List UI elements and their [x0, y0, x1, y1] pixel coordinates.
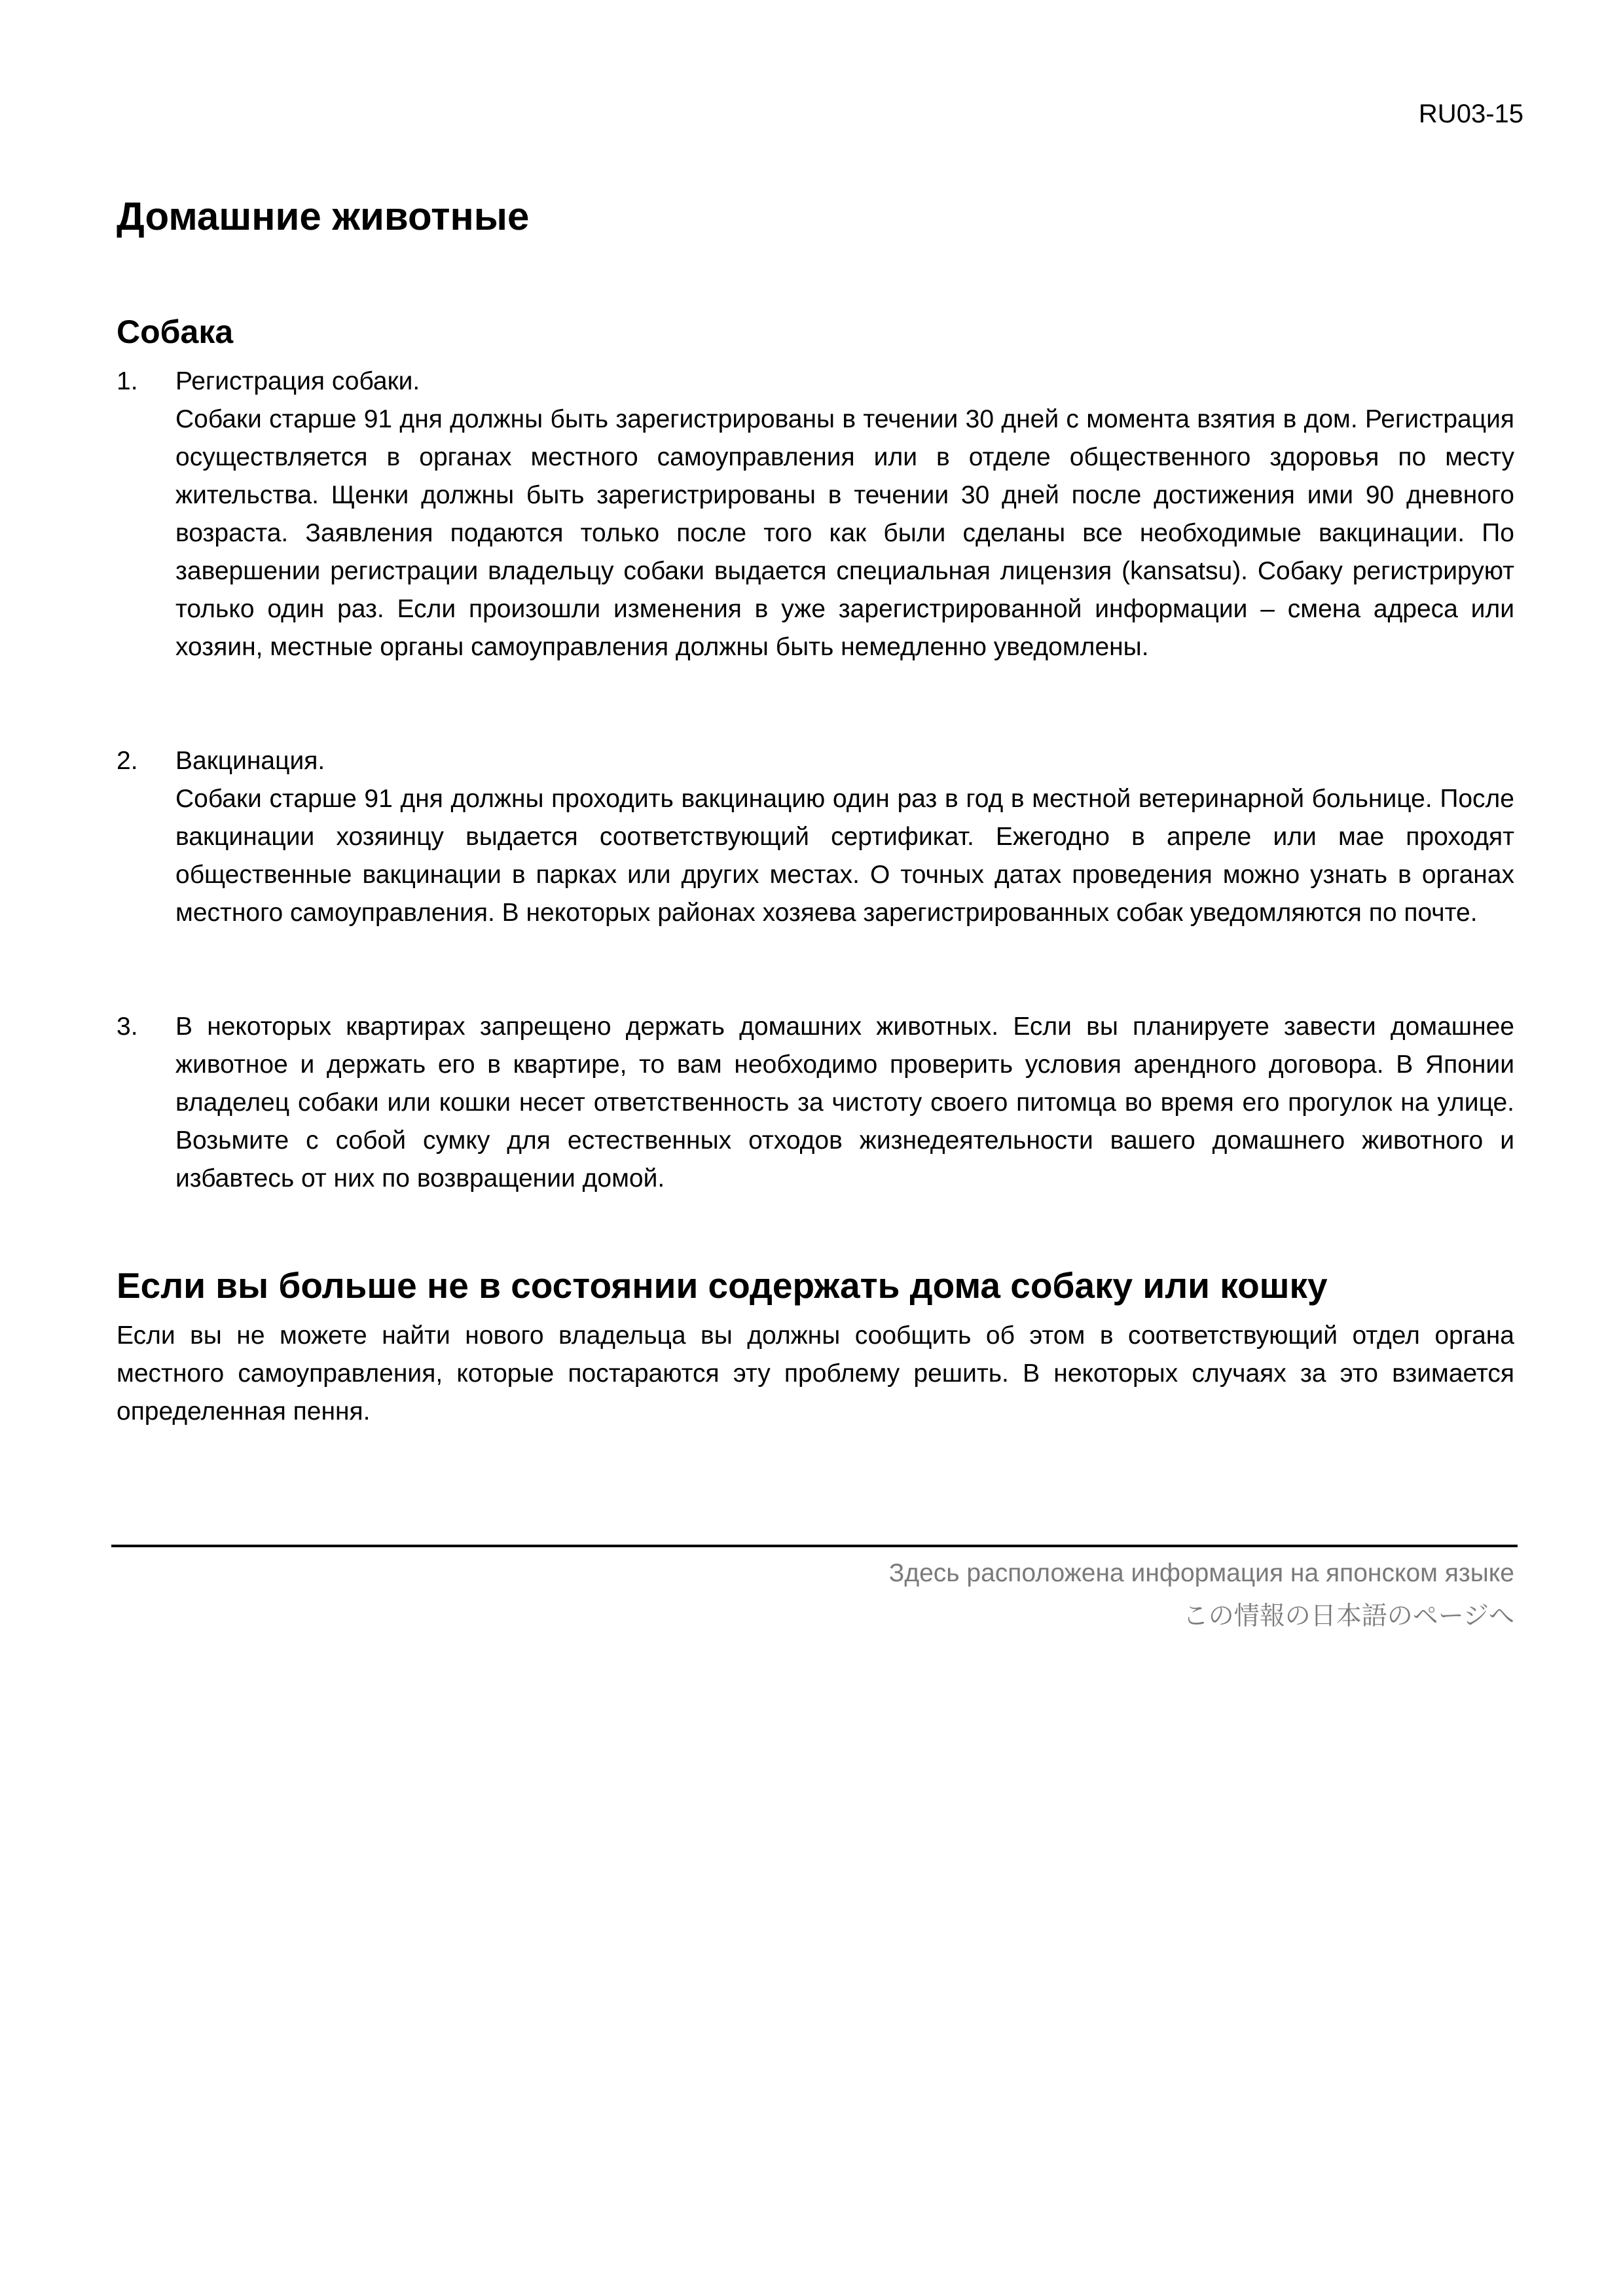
list-item-number: 2.	[117, 747, 138, 775]
japanese-info-link-jp[interactable]: この情報の日本語のページへ	[1182, 1602, 1514, 1631]
list-item	[117, 742, 1514, 932]
list-item-heading: Вакцинация.	[175, 747, 325, 775]
list-item-text: В некоторых квартирах запрещено держать домашних животных. Если вы планируете завести домашнее животное и держать его в квартире, то вам необходимо проверить условия арендного договора. В Японии владелец собаки или кошки несет ответственность за чистоту своего питомца во время его прогулок на улице. Возьмите с собой сумку для естественных отходов жизнедеятельности вашего домашнего животного и избавтесь от них по возвращении домой.	[175, 1013, 1514, 1193]
list-item-text: Собаки старше 91 дня должны быть зарегистрированы в течении 30 дней с момента взятия в дом. Регистрация осуществляется в органах местного самоуправления или в отделе общественного здоровья по месту жительства. Щенки должны быть зарегистрированы в течении 30 дней после достижения ими 90 дневного возраста. Заявления подаются только после того как были сделаны все необходимые вакцинации. По завершении регистрации владельцу собаки выдается специальная лицензия (kansatsu). Собаку регистрируют только один раз. Если произошли изменения в уже зарегистрированной информации – смена адреса или хозяин, местные органы самоуправления должны быть немедленно уведомлены.	[175, 405, 1514, 661]
unable-section-text: Если вы не можете найти нового владельца вы должны сообщить об этом в соответствующий отдел органа местного самоуправления, которые постараются эту проблему решить. В некоторых случаях за это взимается определенная пення.	[117, 1321, 1514, 1426]
dog-section-title: Собака	[117, 314, 234, 350]
list-item	[117, 363, 1514, 666]
unable-section-title: Если вы больше не в состоянии содержать дома собаку или кошку	[117, 1265, 1328, 1306]
list-item-heading: Регистрация собаки.	[175, 367, 420, 395]
dog-list-item-2-wrapper	[117, 742, 1514, 932]
page-title: Домашние животные	[117, 194, 530, 238]
list-item-number: 1.	[117, 367, 138, 395]
dog-list-item-3-wrapper	[117, 1008, 1514, 1198]
footer-divider	[111, 1545, 1518, 1547]
list-item-number: 3.	[117, 1013, 138, 1041]
document-code: RU03-15	[1418, 99, 1523, 128]
japanese-info-link-ru[interactable]: Здесь расположена информация на японском языке	[888, 1559, 1514, 1587]
list-item-text: Собаки старше 91 дня должны проходить вакцинацию один раз в год в местной ветеринарной больнице. После вакцинации хозяинцу выдается соответствующий сертификат. Ежегодно в апреле или мае проходят общественные вакцинации в парках или других местах. О точных датах проведения можно узнать в органах местного самоуправления. В некоторых районах хозяева зарегистрированных собак уведомляются по почте.	[175, 785, 1514, 927]
list-item	[117, 1008, 1514, 1198]
dog-list-item-1-wrapper	[117, 363, 1514, 666]
